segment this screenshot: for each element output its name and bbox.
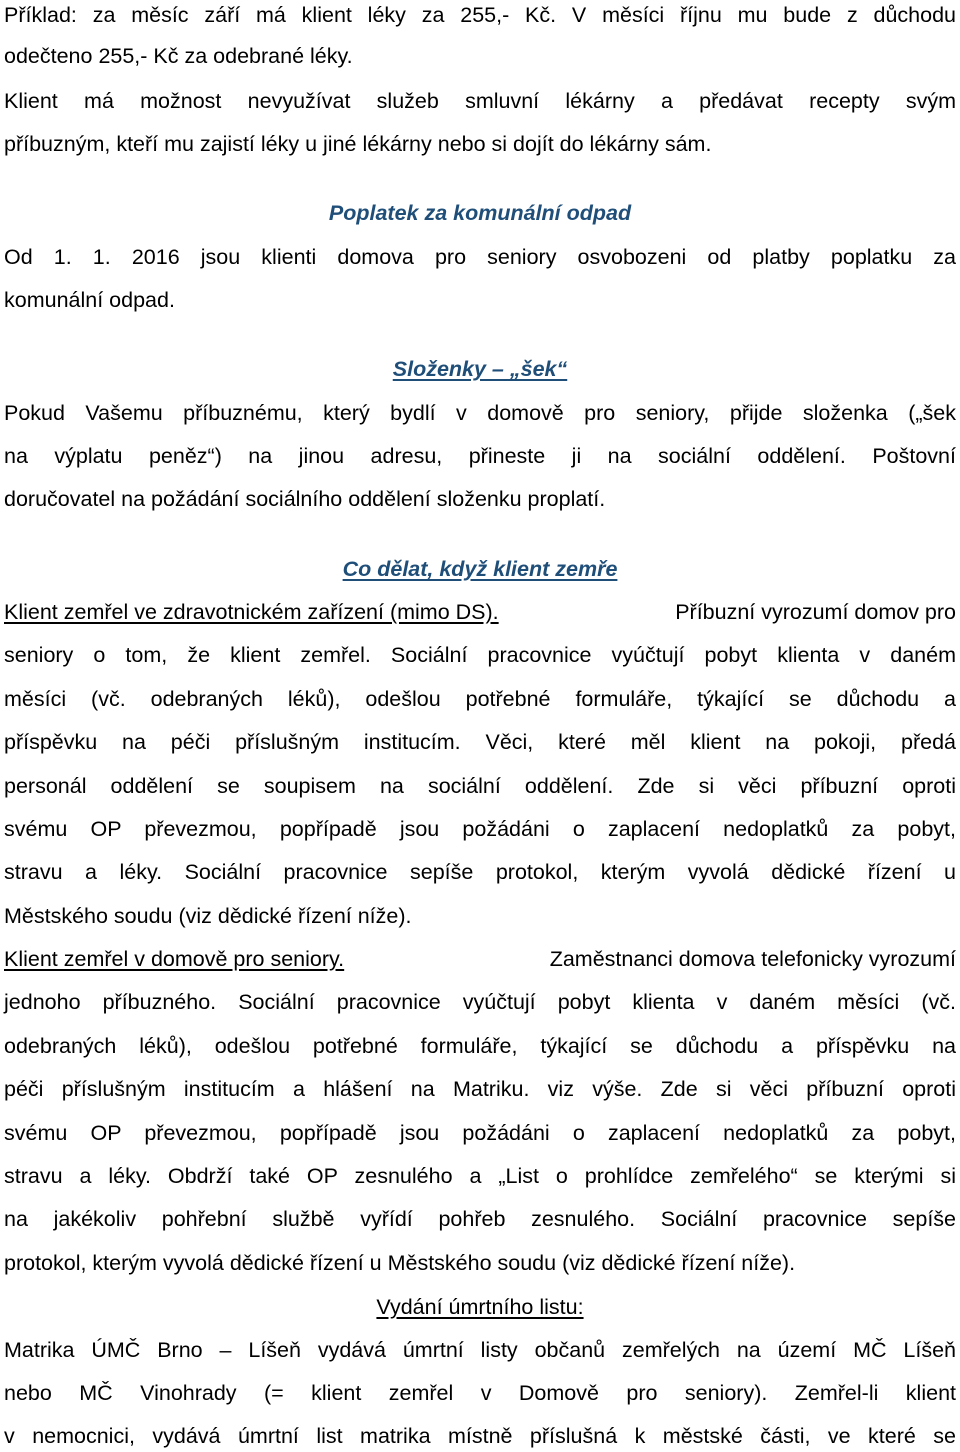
paragraph-line: na výplatu peněz“) na jinou adresu, přineste ji na sociální oddělení. Poštovní <box>4 444 956 468</box>
paragraph-line: stravu a léky. Obdrží také OP zesnulého a „List o prohlídce zemřelého“ se kterými si <box>4 1164 956 1188</box>
paragraph-line: nebo MČ Vinohrady (= klient zemřel v Domově pro seniory). Zemřel-li klient <box>4 1381 956 1405</box>
section-heading-death-certificate: Vydání úmrtního listu: <box>376 1295 584 1319</box>
paragraph-line: stravu a léky. Sociální pracovnice sepíše protokol, kterým vyvolá dědické řízení u <box>4 860 956 884</box>
paragraph-line: Městského soudu (viz dědické řízení níže). <box>4 904 412 928</box>
paragraph-line: odečteno 255,- Kč za odebrané léky. <box>4 44 353 68</box>
paragraph-line: příspěvku na péči příslušným institucím. Věci, které měl klient na pokoji, předá <box>4 730 956 754</box>
paragraph-line: Matrika ÚMČ Brno – Líšeň vydává úmrtní listy občanů zemřelých na území MČ Líšeň <box>4 1338 956 1362</box>
paragraph-line: komunální odpad. <box>4 288 175 312</box>
paragraph-line: na jakékoliv pohřební službě vyřídí pohřeb zesnulého. Sociální pracovnice sepíše <box>4 1207 956 1231</box>
paragraph-line-case-home <box>4 944 956 974</box>
paragraph-line: odebraných léků), odešlou potřebné formuláře, týkající se důchodu a příspěvku na <box>4 1034 956 1058</box>
paragraph-line: svému OP převezmou, popřípadě jsou požádáni o zaplacení nedoplatků za pobyt, <box>4 1121 956 1145</box>
section-heading-waste-fee: Poplatek za komunální odpad <box>328 201 632 225</box>
paragraph-text: Příbuzní vyrozumí domov pro <box>675 600 956 624</box>
paragraph-line: personál oddělení se soupisem na sociální oddělení. Zde si věci příbuzní oproti <box>4 774 956 798</box>
paragraph-line-case-hospital <box>4 597 956 627</box>
case-home-label: Klient zemřel v domově pro seniory. <box>4 947 345 971</box>
paragraph-line: měsíci (vč. odebraných léků), odešlou potřebné formuláře, týkající se důchodu a <box>4 687 956 711</box>
paragraph-line: v nemocnici, vydává úmrtní list matrika místně příslušná k městské části, ve které se <box>4 1424 956 1448</box>
paragraph-line: jednoho příbuzného. Sociální pracovnice vyúčtují pobyt klienta v daném měsíci (vč. <box>4 990 956 1014</box>
paragraph-line: Klient má možnost nevyužívat služeb smluvní lékárny a předávat recepty svým <box>4 89 956 113</box>
paragraph-line: doručovatel na požádání sociálního oddělení složenku proplatí. <box>4 487 606 511</box>
paragraph-line: svému OP převezmou, popřípadě jsou požádáni o zaplacení nedoplatků za pobyt, <box>4 817 956 841</box>
paragraph-line: Příklad: za měsíc září má klient léky za 255,- Kč. V měsíci říjnu mu bude z důchodu <box>4 3 956 27</box>
paragraph-line: protokol, kterým vyvolá dědické řízení u Městského soudu (viz dědické řízení níže). <box>4 1251 796 1275</box>
paragraph-line: příbuzným, kteří mu zajistí léky u jiné lékárny nebo si dojít do lékárny sám. <box>4 132 712 156</box>
paragraph-line: seniory o tom, že klient zemřel. Sociální pracovnice vyúčtují pobyt klienta v daném <box>4 643 956 667</box>
paragraph-line: Pokud Vašemu příbuznému, který bydlí v domově pro seniory, přijde složenka („šek <box>4 401 956 425</box>
paragraph-line: Od 1. 1. 2016 jsou klienti domova pro seniory osvobozeni od platby poplatku za <box>4 245 956 269</box>
paragraph-text: Zaměstnanci domova telefonicky vyrozumí <box>549 947 956 971</box>
paragraph-line: péči příslušným institucím a hlášení na Matriku. viz výše. Zde si věci příbuzní oproti <box>4 1077 956 1101</box>
section-heading-client-death: Co dělat, když klient zemře <box>342 557 618 581</box>
section-heading-money-orders: Složenky – „šek“ <box>392 357 568 381</box>
case-hospital-label: Klient zemřel ve zdravotnickém zařízení (mimo DS). <box>4 600 499 624</box>
